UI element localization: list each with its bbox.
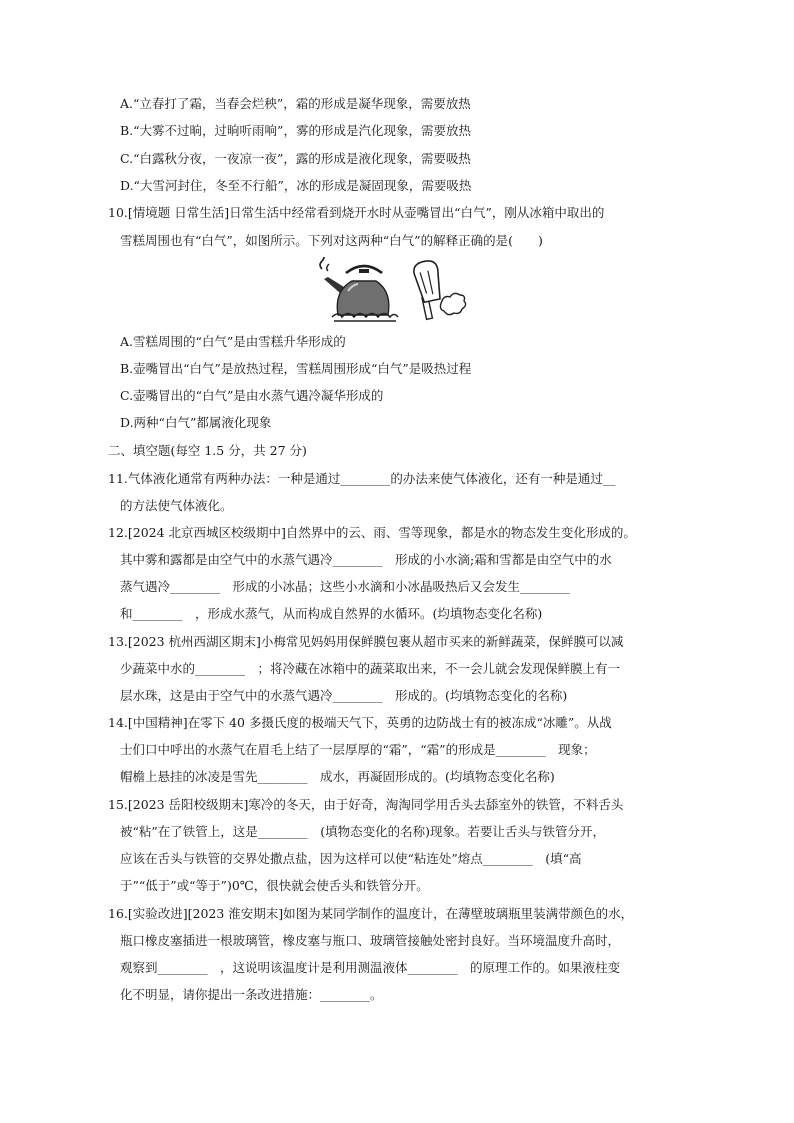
q10-option-c: C.壶嘴冒出的“白气”是由水蒸气遇冷凝华形成的 [120, 388, 384, 403]
q9-option-d: D.“大雪河封住，冬至不行船”，冰的形成是凝固现象，需要吸热 [120, 178, 472, 193]
q15-line-2: 被“粘”在了铁管上，这是________ (填物态变化的名称)现象。若要让舌头与铁管分开， [120, 824, 606, 839]
q10-figure [312, 257, 472, 327]
q14-line-1: 14.[中国精神]在零下 40 多摄氏度的极端天气下，英勇的边防战士有的被冻成“冰雕”。从战 [108, 715, 612, 730]
q10-option-d: D.两种“白气”都属液化现象 [120, 415, 272, 430]
q9-option-c: C.“白露秋分夜，一夜凉一夜”，露的形成是液化现象，需要吸热 [120, 151, 471, 166]
q13-line-3: 层水珠，这是由于空气中的水蒸气遇冷________ 形成的。(均填物态变化的名称) [120, 688, 568, 703]
q12-line-3: 蒸气遇冷________ 形成的小冰晶；这些小水滴和小冰晶吸热后又会发生________ [120, 579, 571, 594]
section-2-title: 二、填空题(每空 1.5 分，共 27 分) [108, 443, 307, 458]
q13-line-2: 少蔬菜中水的________ ；将冷藏在冰箱中的蔬菜取出来，不一会儿就会发现保鲜膜上有一 [120, 661, 621, 676]
kettle-and-icecream-figure [312, 257, 472, 327]
q15-line-1: 15.[2023 岳阳校级期末]寒冷的冬天，由于好奇，淘淘同学用舌头去舔室外的铁管，不料舌头 [108, 797, 624, 812]
q16-line-3: 观察到________ ，这说明该温度计是利用测温液体________ 的原理工作的。如果液柱变 [120, 960, 621, 975]
q10-option-a: A.雪糕周围的“白气”是由雪糕升华形成的 [120, 334, 346, 349]
q12-line-4: 和________ ，形成水蒸气，从而构成自然界的水循环。(均填物态变化名称) [120, 606, 543, 621]
q14-line-2: 士们口中呼出的水蒸气在眉毛上结了一层厚厚的“霜”，“霜”的形成是________ 现象； [120, 742, 596, 757]
q14-line-3: 帽檐上悬挂的冰凌是雪先________ 成水，再凝固形成的。(均填物态变化名称) [120, 769, 555, 784]
q9-option-b: B.“大雾不过晌，过晌听雨响”，雾的形成是汽化现象，需要放热 [120, 123, 471, 138]
q15-line-4: 于”“低于”或“等于”)0℃，很快就会使舌头和铁管分开。 [120, 878, 429, 893]
q16-line-1: 16.[实验改进][2023 淮安期末]如图为某同学制作的温度计，在薄壁玻璃瓶里装满带颜色的水， [108, 906, 634, 921]
q12-line-2: 其中雾和露都是由空气中的水蒸气遇冷________ 形成的小水滴;霜和雪都是由空气中的水 [120, 552, 612, 567]
q11-line-2: 的方法使气体液化。 [120, 498, 233, 513]
q9-option-a: A.“立春打了霜，当春会烂秧”，霜的形成是凝华现象，需要放热 [120, 96, 471, 111]
q10-option-b: B.壶嘴冒出“白气”是放热过程，雪糕周围形成“白气”是吸热过程 [120, 361, 472, 376]
q16-line-4: 化不明显，请你提出一条改进措施：________。 [120, 987, 383, 1002]
q16-line-2: 瓶口橡皮塞插进一根玻璃管，橡皮塞与瓶口、玻璃管接触处密封良好。当环境温度升高时， [120, 933, 621, 948]
q10-stem-line-2: 雪糕周围也有“白气”，如图所示。下列对这两种“白气”的解释正确的是( ) [120, 233, 543, 248]
ice-cream-icon [412, 259, 465, 319]
q11-line-1: 11.气体液化通常有两种办法：一种是通过________的办法来使气体液化，还有一种是通过__ [108, 471, 616, 486]
q13-line-1: 13.[2023 杭州西湖区期末]小梅常见妈妈用保鲜膜包裹从超市买来的新鲜蔬菜，保鲜膜可以减 [108, 634, 624, 649]
q15-line-3: 应该在舌头与铁管的交界处撒点盐，因为这样可以使“粘连处”熔点________ (填“高 [120, 851, 582, 866]
q10-stem-line-1: 10.[情境题 日常生活]日常生活中经常看到烧开水时从壶嘴冒出“白气”，刚从冰箱中取出的 [108, 205, 605, 220]
kettle-icon [320, 257, 398, 321]
q12-line-1: 12.[2024 北京西城区校级期中]自然界中的云、雨、雪等现象，都是水的物态发生变化形成的。 [108, 525, 636, 540]
